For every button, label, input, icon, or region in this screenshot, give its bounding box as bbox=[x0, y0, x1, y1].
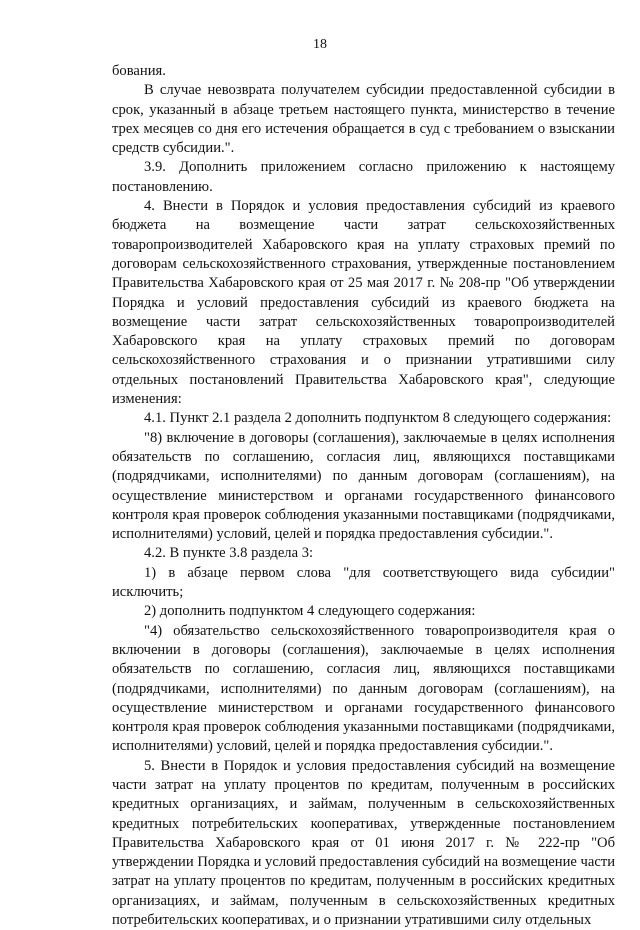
paragraph-subitem-8: "8) включение в договоры (соглашения), заключаемые в целях исполнения обязательств по соглашению, согласия лиц, являющихся поставщиками (подрядчиками, исполнителями) по данным договорам (соглашениям), на осуществление министерством и органами государственного финансового контроля края проверок соблюдения указанными поставщиками (подрядчиками, исполнителями) условий, целей и порядка предоставления субсидии.". bbox=[112, 429, 615, 543]
paragraph-5-amendment: 5. Внести в Порядок и условия предоставления субсидий на возмещение части затрат на уплату процентов по кредитам, полученным в российских кредитных организациях, и займам, полученным в сельскохозяйственных кредитных потребительских кооперативах, утвержденные постановлением Правительства Хабаровского края от 01 июня 2017 г. № 222-пр "Об утверждении Порядка и условий предоставления субсидий на возмещение части затрат на уплату процентов по кредитам, полученным в российских кредитных организациях, и займам, полученным в сельскохозяйственных кредитных потребительских кооперативах, и о признании утратившими силу отдельных bbox=[112, 757, 616, 929]
paragraph-item-2: 2) дополнить подпунктом 4 следующего содержания: bbox=[144, 603, 476, 620]
paragraph-continuation: бования. bbox=[112, 63, 166, 79]
paragraph-3-9: 3.9. Дополнить приложением согласно приложению к настоящему постановлению. bbox=[112, 159, 615, 195]
paragraph-4-amendment: 4. Внести в Порядок и условия предоставления субсидий из краевого бюджета на возмещение части затрат сельскохозяйственных товаропроизводителей Хабаровского края на уплату страховых премий по договорам сельскохозяйственного страхования, утвержденные постановлением Правительства Хабаровского края от 25 мая 2017 г. № 208-пр "Об утверждении Порядка и условий предоставления субсидий из краевого бюджета на возмещение части затрат сельскохозяйственных товаропроизводителей Хабаровского края на уплату страховых премий по договорам сельскохозяйственного страхования и о признании утратившими силу отдельных постановлений Правительства Хабаровского края", следующие изменения: bbox=[112, 198, 615, 408]
paragraph-refund-court: В случае невозврата получателем субсидии предоставленной субсидии в срок, указанный в абзаце третьем настоящего пункта, министерство в течение трех месяцев со дня его истечения обращается в суд с требованием о взыскании средств субсидии.". bbox=[112, 82, 615, 157]
page-number: 18 bbox=[313, 37, 327, 52]
document-body bbox=[112, 62, 615, 930]
paragraph-item-1: 1) в абзаце первом слова "для соответствующего вида субсидии" исключить; bbox=[112, 564, 615, 601]
paragraph-4-2: 4.2. В пункте 3.8 раздела 3: bbox=[144, 545, 314, 562]
paragraph-subitem-4: "4) обязательство сельскохозяйственного товаропроизводителя края о включении в договоры (соглашения), заключаемые в целях исполнения обязательств по соглашению, согласия лиц, являющихся поставщиками (подрядчиками, исполнителями) по данным договорам (соглашениям), на осуществление министерством и органами государственного финансового контроля края проверок соблюдения указанными поставщиками (подрядчиками, исполнителями) условий, целей и порядка предоставления субсидии.". bbox=[112, 622, 615, 755]
paragraph-4-1: 4.1. Пункт 2.1 раздела 2 дополнить подпунктом 8 следующего содержания: bbox=[144, 410, 612, 427]
